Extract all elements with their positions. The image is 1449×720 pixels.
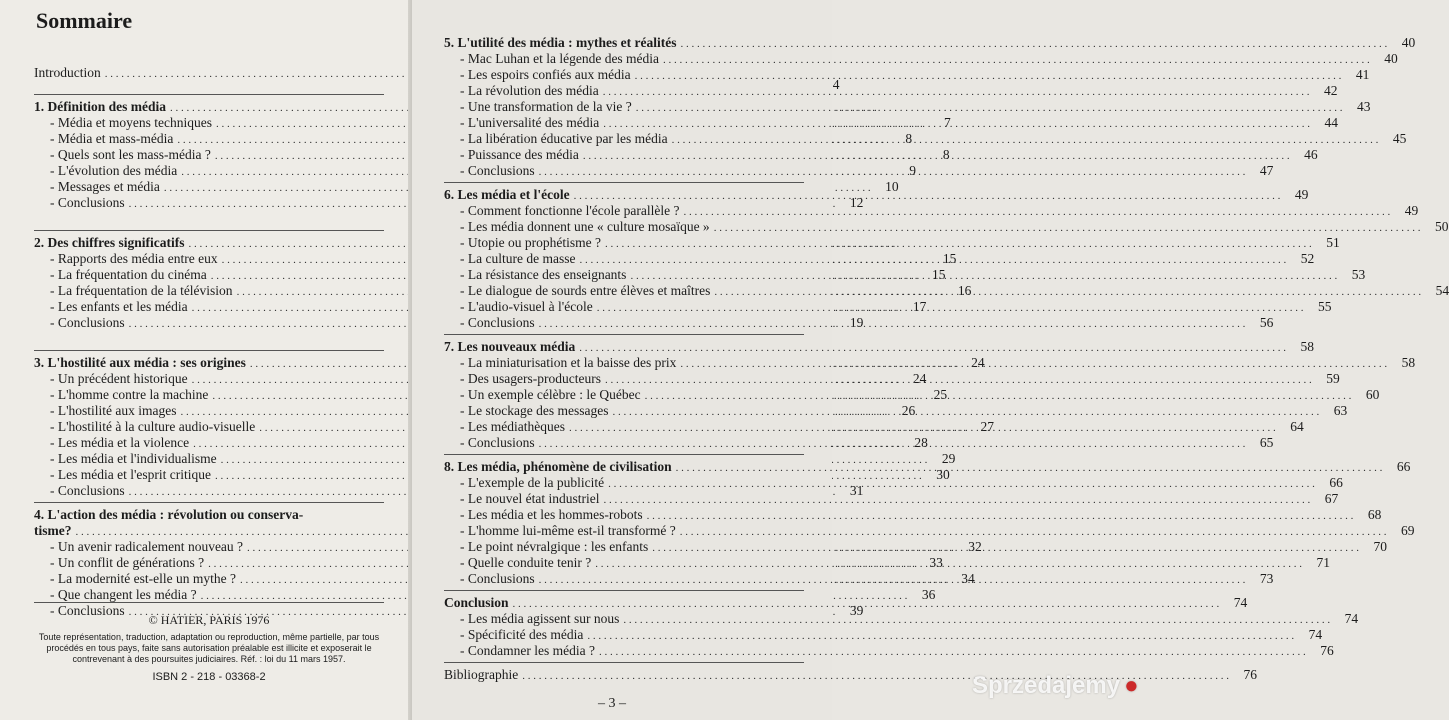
toc-entry-title: 4. L'action des média : révolution ou conserva-	[34, 507, 304, 522]
toc-entry-title: tisme?	[34, 523, 72, 538]
toc-page-number: 24	[971, 355, 985, 370]
dot-leader	[583, 148, 1290, 164]
toc-entry-title: - Média et moyens techniques	[50, 115, 212, 131]
toc-entry-title: - Mac Luhan et la légende des média	[460, 51, 659, 67]
toc-entry-title: - Utopie ou prophétisme ?	[460, 235, 601, 251]
toc-page-number: 36	[921, 587, 936, 602]
toc-page-number: 76	[1243, 667, 1257, 682]
toc-page-number: 71	[1316, 555, 1330, 570]
dot-leader	[603, 116, 1310, 132]
toc-page-number: 24	[912, 371, 927, 386]
toc-page-number: 50	[1434, 219, 1449, 234]
toc-page-number: 30	[936, 467, 950, 482]
toc-page-number: 47	[1259, 163, 1274, 178]
toc-entry-title: - L'évolution des média	[50, 163, 177, 179]
toc-entry-title: - Les média donnent une « culture mosaïque »	[460, 219, 710, 235]
toc-subentry	[444, 235, 1340, 251]
toc-entry-title: - Le nouvel état industriel	[460, 491, 599, 507]
toc-chapter-entry	[444, 667, 1257, 683]
toc-page-number: 17	[912, 299, 927, 314]
toc-page-number: 42	[1323, 83, 1338, 98]
toc-entry-title: - L'exemple de la publicité	[460, 475, 604, 491]
toc-chapter-entry	[34, 523, 384, 539]
dot-leader	[595, 556, 1302, 572]
toc-subentry	[444, 131, 1407, 147]
toc-entry-title: - L'homme contre la machine	[50, 387, 208, 403]
toc-page-number: 32	[968, 539, 982, 554]
toc-entry-title: Introduction	[34, 65, 101, 80]
toc-entry-title: 5. L'utilité des média : mythes et réalités	[444, 35, 677, 50]
toc-page-number: 64	[1290, 419, 1304, 434]
toc-entry-title: 3. L'hostilité aux média : ses origines	[34, 355, 246, 370]
toc-entry-title: - Les média et les hommes-robots	[460, 507, 643, 523]
toc-entry-title: - Que changent les média ?	[50, 587, 197, 603]
toc-entry-title: - La libération éducative par les média	[460, 131, 668, 147]
toc-subentry	[444, 643, 1334, 659]
dot-leader	[603, 492, 1310, 508]
toc-entry-title: - Les média agissent sur nous	[460, 611, 619, 627]
dot-leader	[645, 388, 1352, 404]
dot-leader	[636, 100, 1343, 116]
toc-page-number: 73	[1259, 571, 1274, 586]
watermark-text: Sprzedajemy	[972, 672, 1121, 699]
dot-leader	[608, 476, 1315, 492]
dot-leader	[569, 420, 1276, 436]
dot-leader	[597, 300, 1304, 316]
toc-page-number: 15	[942, 251, 957, 266]
toc-page-number: 66	[1396, 459, 1411, 474]
toc-page-number: 10	[885, 179, 899, 194]
dot-leader	[612, 404, 1319, 420]
toc-page-number: 8	[942, 147, 950, 162]
toc-subentry	[444, 507, 1382, 523]
toc-entry-title: Conclusion	[444, 595, 509, 610]
toc-subentry	[444, 219, 1449, 235]
toc-entry-title: - Un conflit de générations ?	[50, 555, 204, 571]
toc-subentry	[444, 203, 1419, 219]
toc-entry-title: 7. Les nouveaux média	[444, 339, 576, 354]
toc-subentry	[444, 67, 1370, 83]
toc-page-number: 74	[1344, 611, 1359, 626]
toc-entry-title: 1. Définition des média	[34, 99, 167, 114]
dot-leader	[663, 52, 1370, 68]
toc-page-number: 40	[1384, 51, 1398, 66]
toc-page-number: 27	[980, 419, 994, 434]
toc-page-number: 49	[1404, 203, 1419, 218]
dot-leader	[539, 436, 1246, 452]
dot-leader	[623, 612, 1330, 628]
dot-leader	[647, 508, 1354, 524]
toc-entry-title: - Le stockage des messages	[460, 403, 608, 419]
toc-entry-title: - La résistance des enseignants	[460, 267, 626, 283]
toc-chapter-entry	[444, 339, 1315, 355]
toc-entry-title: - Un précédent historique	[50, 371, 188, 387]
toc-entry-title: - Messages et média	[50, 179, 160, 195]
toc-entry-title: - Quelle conduite tenir ?	[460, 555, 591, 571]
toc-entry-title: - Des usagers-producteurs	[460, 371, 601, 387]
watermark-logo	[972, 666, 1212, 706]
watermark-dot-icon: ●	[1124, 672, 1139, 699]
toc-entry-title: - Conclusions	[460, 315, 535, 331]
toc-subentry	[444, 147, 1318, 163]
toc-page-number: 34	[961, 571, 975, 586]
toc-page-number: 56	[1259, 315, 1274, 330]
toc-entry-title: - Les média et l'individualisme	[50, 451, 217, 467]
toc-page-number: 12	[849, 195, 864, 210]
toc-chapter-entry	[34, 507, 384, 523]
toc-page-number: 40	[1401, 35, 1416, 50]
dot-leader	[574, 188, 1281, 204]
toc-page-number: 58	[1300, 339, 1315, 354]
toc-entry-title: - L'audio-visuel à l'école	[460, 299, 593, 315]
toc-entry-title: - Comment fonctionne l'école parallèle ?	[460, 203, 679, 219]
toc-page-number: 59	[1326, 371, 1340, 386]
toc-page-number: 28	[914, 435, 928, 450]
toc-entry-title: - Les média et l'esprit critique	[50, 467, 211, 483]
legal-notice: Toute représentation, traduction, adaptation ou reproduction, même partielle, par tous procédés en tous pays, faite sans autorisation préalable est illicite et exposerait le contrevenant à des poursuites judiciaires. Réf. : loi du 11 mars 1957.	[38, 632, 380, 664]
toc-subentry	[444, 627, 1323, 643]
toc-entry-title: 2. Des chiffres significatifs	[34, 235, 185, 250]
toc-entry-title: - Le dialogue de sourds entre élèves et maîtres	[460, 283, 710, 299]
copyright-block	[34, 602, 384, 683]
toc-entry-title: 6. Les média et l'école	[444, 187, 570, 202]
toc-page-number: 52	[1300, 251, 1315, 266]
toc-page-number: 66	[1329, 475, 1343, 490]
toc-subentry	[444, 611, 1359, 627]
toc-entry-title: - Conclusions	[50, 315, 125, 331]
toc-subentry	[34, 315, 864, 331]
toc-page-number: 55	[1317, 299, 1332, 314]
toc-entry-title: - Les espoirs confiés aux média	[460, 67, 631, 83]
toc-page-number: 70	[1373, 539, 1387, 554]
toc-entry-title: - Conclusions	[460, 435, 535, 451]
toc-entry-title: - Condamner les média ?	[460, 643, 595, 659]
dot-leader	[676, 460, 1383, 476]
toc-page-number: 60	[1365, 387, 1380, 402]
toc-chapter-entry	[34, 235, 384, 251]
toc-page-number: 46	[1304, 147, 1318, 162]
toc-entry-title: - Les médiathèques	[460, 419, 565, 435]
toc-page-number: 44	[1324, 115, 1339, 130]
toc-section	[444, 31, 1416, 179]
toc-entry-title: - Conclusions	[50, 603, 125, 619]
toc-page-number: 31	[849, 483, 864, 498]
page-title: Sommaire	[36, 8, 133, 33]
toc-page-number: 67	[1324, 491, 1339, 506]
dot-leader	[630, 268, 1337, 284]
toc-entry-title: 8. Les média, phénomène de civilisation	[444, 459, 672, 474]
toc-entry-title: - Un exemple célèbre : le Québec	[460, 387, 641, 403]
dot-leader	[587, 628, 1294, 644]
page-number: – 3 –	[598, 696, 626, 711]
toc-page-number: 74	[1308, 627, 1323, 642]
toc-subentry	[444, 51, 1398, 67]
toc-entry-title: - Les enfants et les média	[50, 299, 188, 315]
toc-entry-title: Bibliographie	[444, 667, 519, 682]
toc-page-number: 9	[909, 163, 917, 178]
toc-section	[444, 662, 1257, 683]
dot-leader	[605, 372, 1312, 388]
toc-page-number: 68	[1367, 507, 1382, 522]
dot-leader	[683, 204, 1390, 220]
toc-entry-title: - La miniaturisation et la baisse des prix	[460, 355, 676, 371]
toc-chapter-entry	[444, 35, 1416, 51]
toc-page-number: 45	[1392, 131, 1407, 146]
toc-entry-title: - Conclusions	[460, 571, 535, 587]
toc-subentry	[444, 523, 1415, 539]
toc-page-number: 16	[957, 283, 972, 298]
toc-entry-title: - Conclusions	[50, 483, 125, 499]
toc-entry-title: - Une transformation de la vie ?	[460, 99, 632, 115]
toc-entry-title: - La révolution des média	[460, 83, 599, 99]
toc-page-number: 33	[929, 555, 943, 570]
copyright-line: © HATIER, PARIS 1976	[148, 613, 270, 627]
toc-entry-title: - L'homme lui-même est-il transformé ?	[460, 523, 676, 539]
dot-leader	[603, 84, 1310, 100]
isbn: ISBN 2 - 218 - 03368-2	[152, 671, 266, 683]
dot-leader	[513, 596, 1220, 612]
toc-entry-title: - Média et mass-média	[50, 131, 173, 147]
toc-entry-title: - La culture de masse	[460, 251, 575, 267]
toc-subentry	[444, 83, 1338, 99]
toc-page-number: 19	[849, 315, 864, 330]
toc-chapter-entry	[34, 99, 384, 115]
dot-leader	[579, 340, 1286, 356]
dot-leader	[680, 356, 1387, 372]
toc-entry-title: - La fréquentation du cinéma	[50, 267, 207, 283]
toc-page-number: 8	[905, 131, 913, 146]
dot-leader	[539, 316, 1246, 332]
toc-entry-title: - Conclusions	[460, 163, 535, 179]
toc-subentry	[444, 115, 1339, 131]
toc-entry-title: - Les média et la violence	[50, 435, 189, 451]
toc-entry-title: - La modernité est-elle un mythe ?	[50, 571, 236, 587]
dot-leader	[672, 132, 1379, 148]
toc-subentry	[444, 491, 1339, 507]
dot-leader	[714, 284, 1421, 300]
toc-page-number: 29	[941, 451, 956, 466]
toc-page-number: 74	[1233, 595, 1248, 610]
toc-entry-title: - Rapports des média entre eux	[50, 251, 218, 267]
toc-entry-title: - L'hostilité aux images	[50, 403, 177, 419]
toc-page-number: 63	[1333, 403, 1348, 418]
dot-leader	[599, 644, 1306, 660]
toc-entry-title: - Un avenir radicalement nouveau ?	[50, 539, 243, 555]
toc-page-number: 43	[1356, 99, 1371, 114]
toc-entry-title: - Puissance des média	[460, 147, 579, 163]
toc-subentry	[34, 331, 384, 347]
dot-leader	[539, 572, 1246, 588]
dot-leader	[714, 220, 1421, 236]
toc-entry-title: - Spécificité des média	[460, 627, 583, 643]
toc-page-number: 39	[849, 603, 864, 618]
toc-page-number: 25	[933, 387, 948, 402]
toc-page-number: 65	[1259, 435, 1274, 450]
dot-leader	[539, 164, 1246, 180]
toc-entry-title: - L'hostilité à la culture audio-visuelle	[50, 419, 255, 435]
dot-leader	[680, 524, 1387, 540]
toc-page-number: 49	[1294, 187, 1309, 202]
toc-page-number: 58	[1401, 355, 1416, 370]
dot-leader	[680, 36, 1387, 52]
dot-leader	[605, 236, 1312, 252]
dot-leader	[635, 68, 1342, 84]
toc-page-number: 51	[1326, 235, 1340, 250]
toc-page-number: 41	[1355, 67, 1370, 82]
toc-entry-title: - Quels sont les mass-média ?	[50, 147, 211, 163]
toc-page-number: 53	[1351, 267, 1366, 282]
toc-subentry	[34, 211, 384, 227]
dot-leader	[579, 252, 1286, 268]
toc-subentry	[444, 163, 1274, 179]
toc-entry-title: - L'universalité des média	[460, 115, 599, 131]
toc-entry-title: - Conclusions	[50, 195, 125, 211]
toc-entry-title: - Le point névralgique : les enfants	[460, 539, 648, 555]
toc-entry-title: - La fréquentation de la télévision	[50, 283, 233, 299]
toc-subentry	[444, 99, 1371, 115]
toc-page-number: 15	[931, 267, 946, 282]
toc-page-number: 26	[901, 403, 916, 418]
toc-page-number: 4	[832, 77, 840, 92]
toc-page-number: 7	[943, 115, 951, 130]
toc-page-number: 76	[1320, 643, 1334, 658]
toc-page-number: 69	[1401, 523, 1415, 538]
dot-leader	[652, 540, 1359, 556]
toc-page-number: 54	[1435, 283, 1449, 298]
